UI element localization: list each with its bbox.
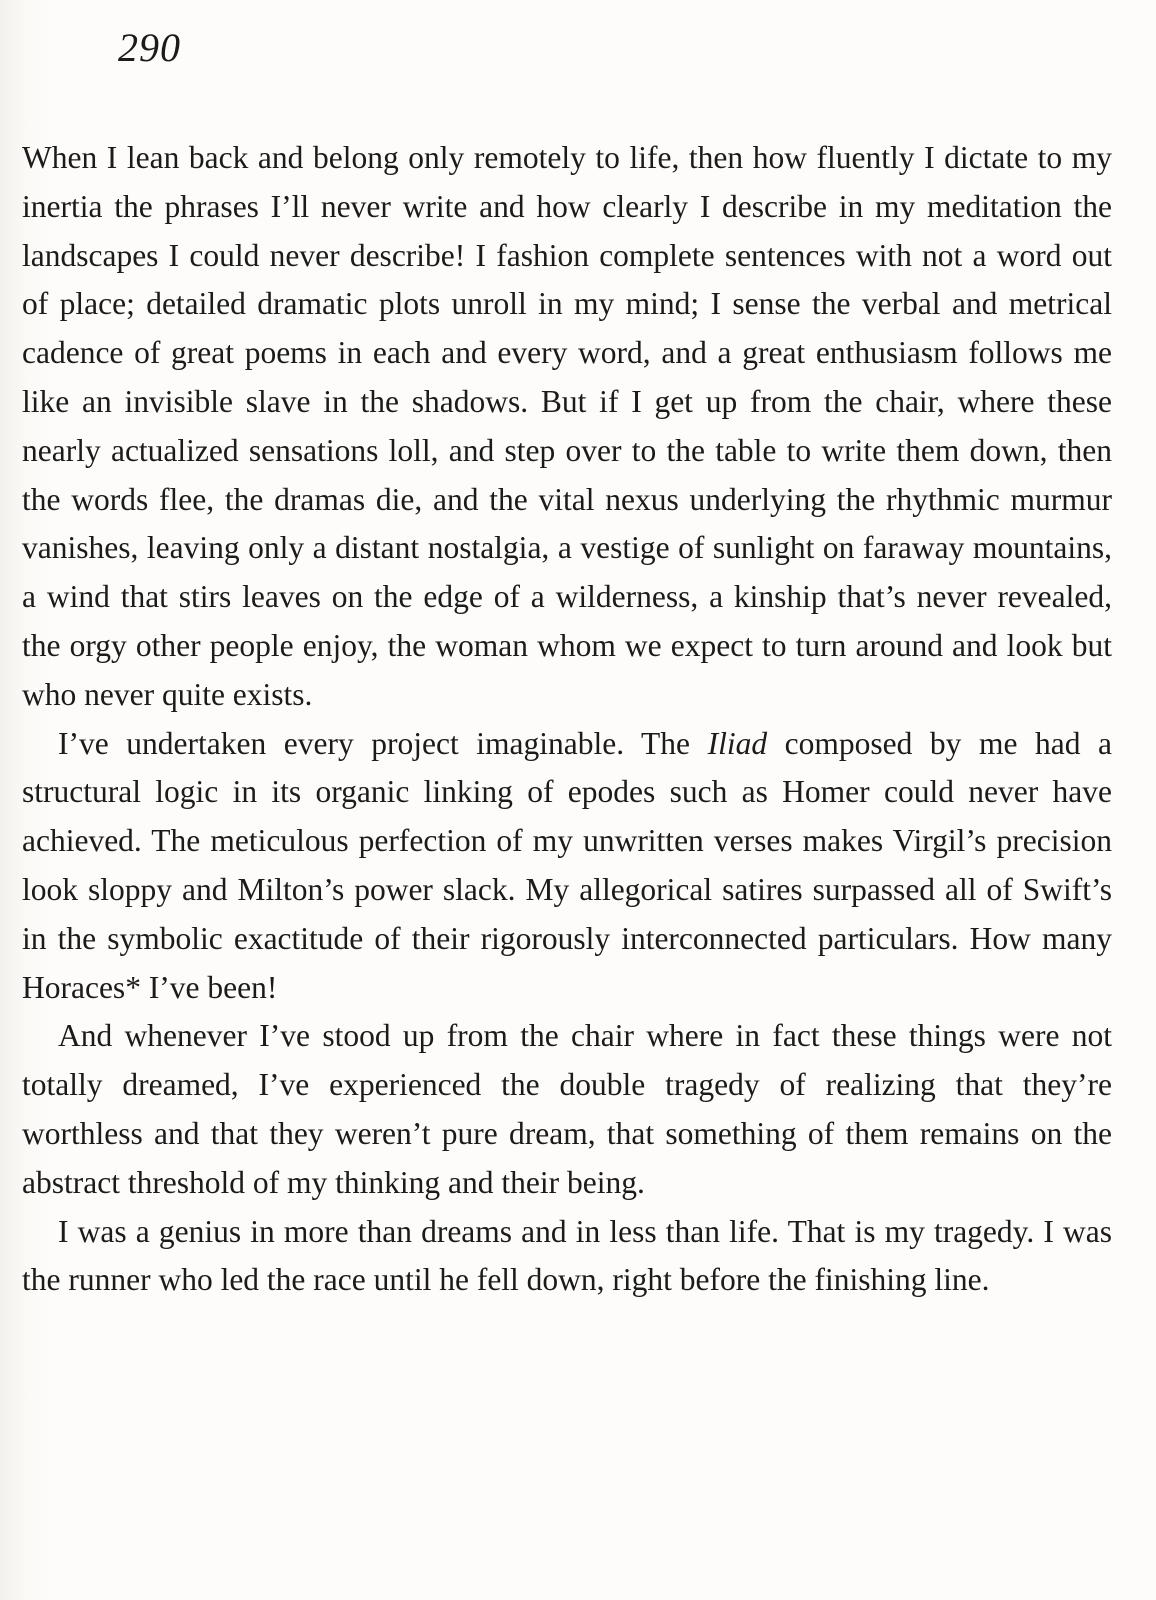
paragraph-1 — [22, 134, 1112, 720]
paragraph-4 — [22, 1208, 1112, 1306]
iliad-title: Iliad — [707, 725, 768, 761]
paragraph-3 — [22, 1012, 1112, 1207]
paragraph-2-text-end: composed by me had a structural logic in its organic linking of epodes such as Homer could never have achieved. The meticulous perfection of my unwritten verses makes Virgil’s precision look sloppy and Milton’s power slack. My allegorical satires surpassed all of Swift’s in the symbolic exactitude of their rigorously interconnected particulars. How many Horaces* I’ve been! — [22, 725, 1112, 1005]
paragraph-3-text: And whenever I’ve stood up from the chair where in fact these things were not totally dreamed, I’ve experienced the double tragedy of realizing that they’re worthless and that they weren’t pure dream, that something of them remains on the abstract threshold of my thinking and their being. — [22, 1018, 1112, 1200]
page-number: 290 — [118, 25, 181, 70]
paragraph-1-text: When I lean back and belong only remotely to life, then how fluently I dictate to my inertia the phrases I’ll never write and how clearly I describe in my meditation the landscapes I could never describe! I fashion complete sentences with not a word out of place; detailed dramatic plots unroll in my mind; I sense the verbal and metrical cadence of great poems in each and every word, and a great enthusiasm follows me like an invisible slave in the shadows. But if I get up from the chair, where these nearly actualized sensations loll, and step over to the table to write them down, then the words flee, the dramas die, and the vital nexus underlying the rhythmic murmur vanishes, leaving only a distant nostalgia, a vestige of sunlight on faraway mountains, a wind that stirs leaves on the edge of a wilderness, a kinship that’s never revealed, the orgy other people enjoy, the woman whom we expect to turn around and look but who never quite exists. — [22, 140, 1112, 712]
paragraph-4-text: I was a genius in more than dreams and in less than life. That is my tragedy. I was the runner who led the race until he fell down, right before the finishing line. — [22, 1213, 1112, 1298]
paragraph-2-text-start: I’ve undertaken every project imaginable. The — [58, 725, 708, 761]
paragraph-2 — [22, 720, 1112, 1013]
body-text — [22, 134, 1112, 1305]
